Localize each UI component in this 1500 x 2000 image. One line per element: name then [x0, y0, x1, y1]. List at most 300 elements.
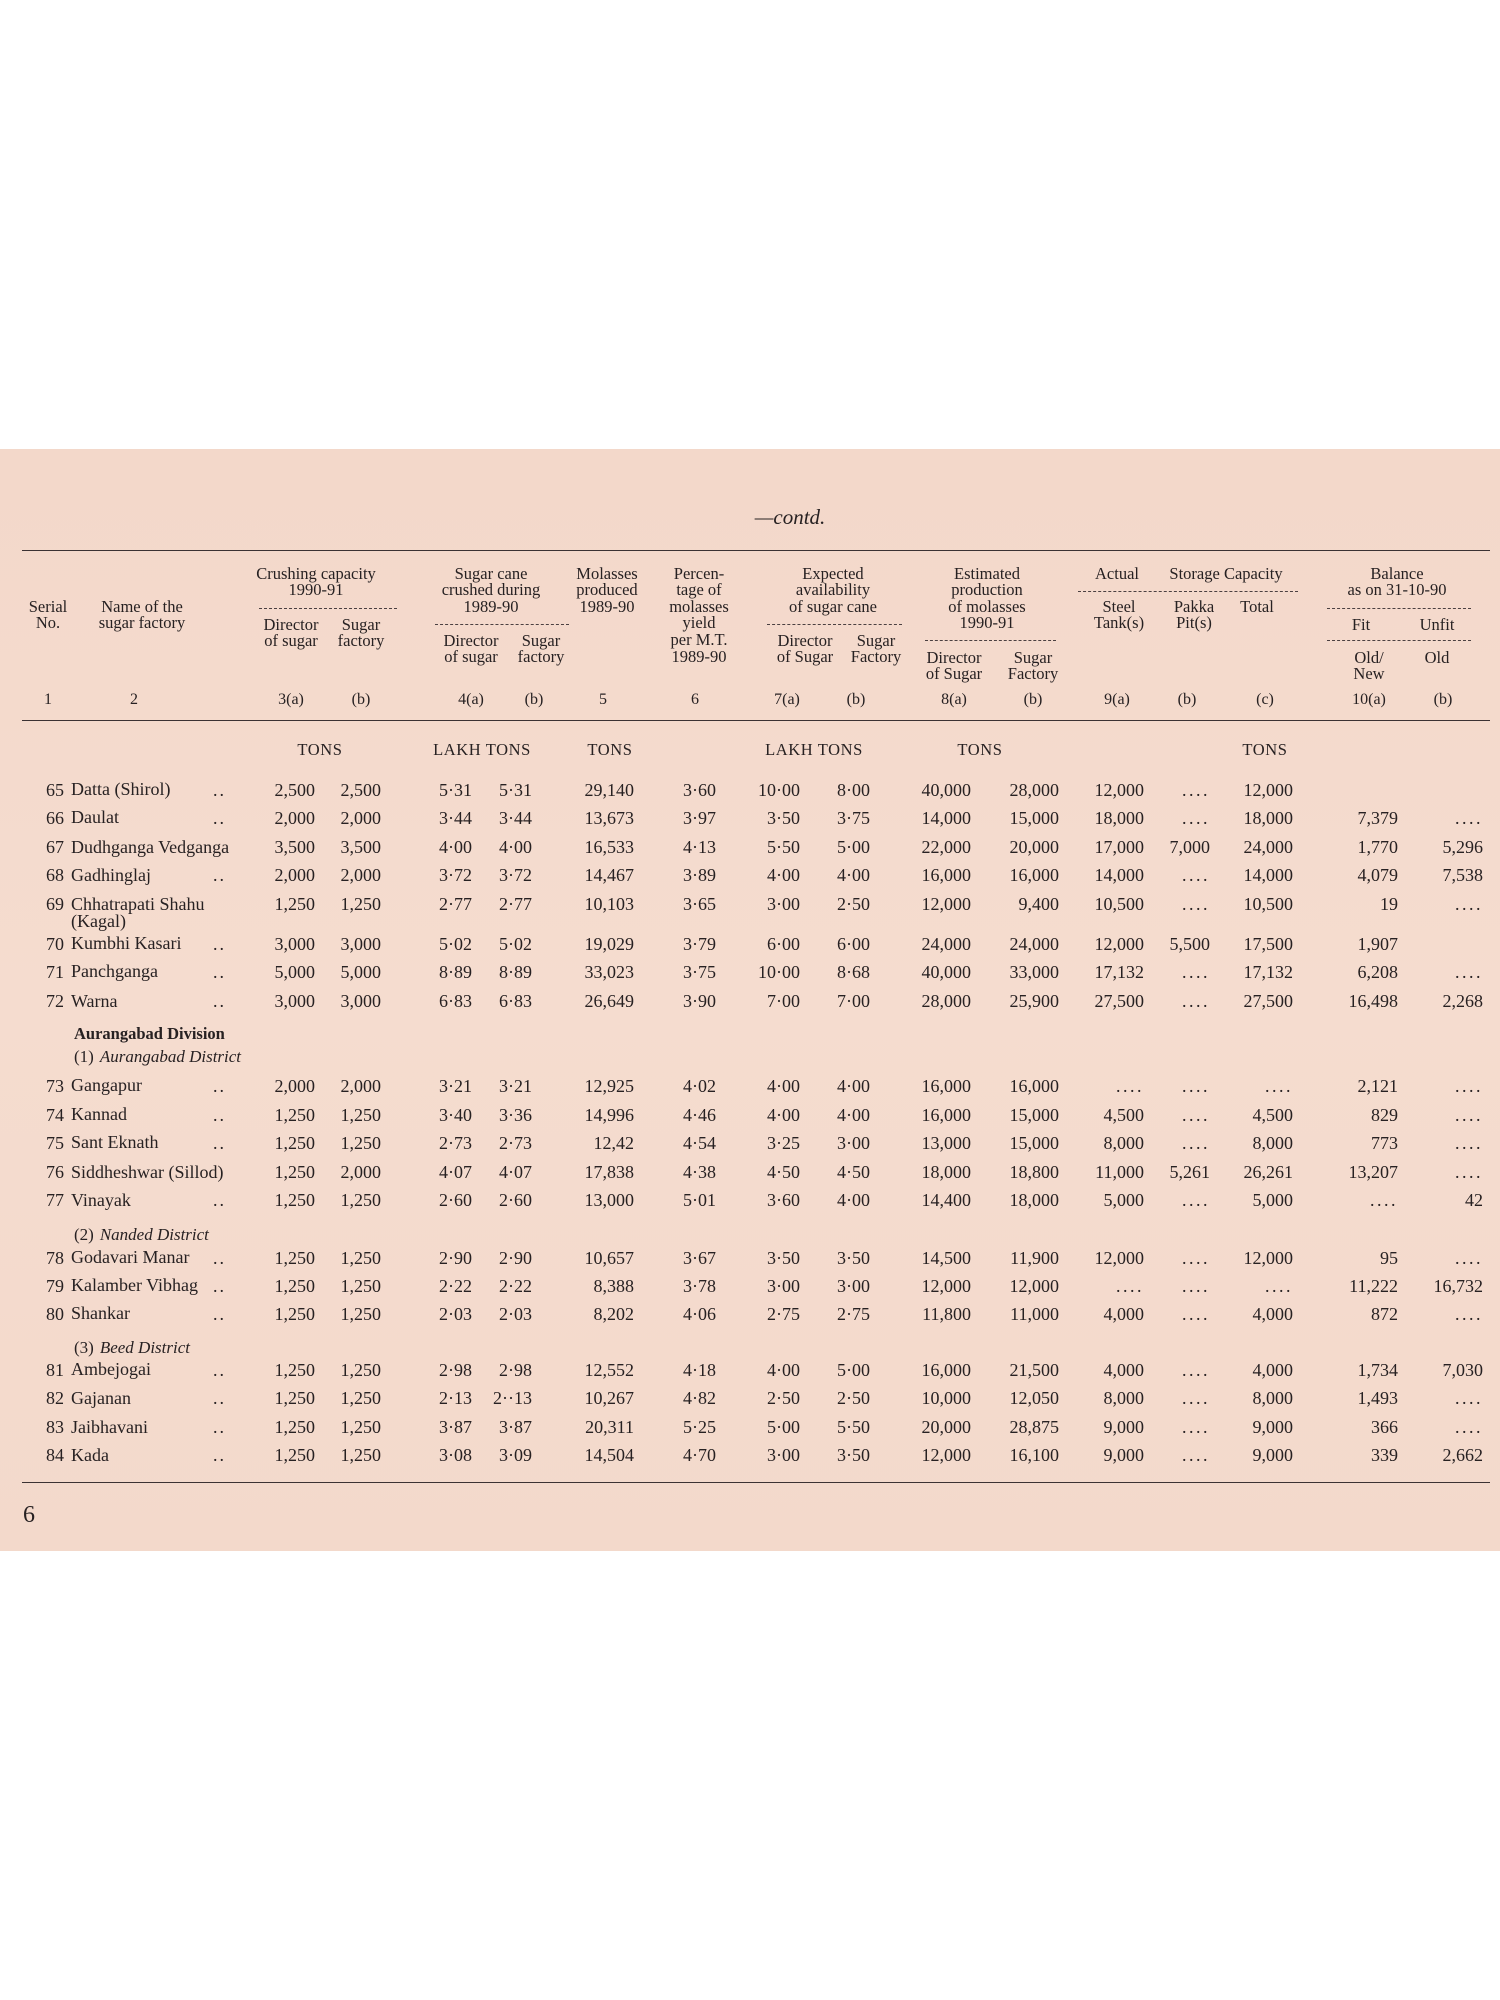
balance-fit: 11,222 — [1349, 1275, 1398, 1296]
balance-old-header: Old — [1424, 647, 1450, 667]
crushing-capacity-factory: 3,000 — [340, 991, 381, 1012]
crushing-capacity-factory: 2,000 — [340, 1075, 381, 1096]
storage-total: 14,000 — [1243, 865, 1293, 885]
storage-pakka-pits: .... — [1182, 991, 1210, 1012]
balance-fit: 7,379 — [1357, 807, 1398, 828]
balance-unfit: .... — [1455, 1162, 1483, 1183]
storage-steel-tanks: 12,000 — [1094, 779, 1144, 800]
estimated-molasses-director: 16,000 — [921, 1359, 971, 1380]
molasses-yield-percentage: 4·06 — [683, 1303, 716, 1324]
estimated-molasses-director: 16,000 — [921, 1104, 971, 1125]
expected-cane-director: 5·00 — [767, 1417, 800, 1438]
leader-dots: .. — [213, 1359, 226, 1380]
cane-crushed-director: 4·00 — [439, 837, 472, 857]
expected-cane-director: 4·00 — [767, 1075, 800, 1096]
storage-total: 26,261 — [1243, 1162, 1293, 1183]
crushing-capacity-director: 3,500 — [274, 837, 315, 857]
molasses-yield-percentage: 3·65 — [683, 894, 716, 915]
cane-crushed-factory: 2··13 — [493, 1388, 532, 1408]
factory-name: Gadhinglaj — [71, 864, 151, 885]
balance-fit: 872 — [1371, 1303, 1398, 1324]
expected-cane-director: 3·00 — [767, 1275, 800, 1296]
estimated-molasses-factory: 12,000 — [1009, 1275, 1059, 1296]
estimated-molasses-factory: 16,100 — [1009, 1445, 1059, 1466]
column-number: 5 — [599, 691, 607, 708]
table-row — [0, 961, 1500, 983]
cane-crushed-header: Sugar cane crushed during 1989-90 — [441, 563, 541, 616]
factory-name: Panchganga — [71, 961, 158, 982]
storage-steel-tanks: 11,000 — [1095, 1162, 1144, 1183]
estimated-molasses-factory-header: Sugar Factory — [1007, 647, 1059, 684]
factory-name: Sant Eknath — [71, 1132, 159, 1153]
expected-cane-factory: 7·00 — [837, 991, 870, 1012]
balance-unfit: 7,030 — [1442, 1359, 1483, 1380]
molasses-produced: 19,029 — [584, 933, 634, 954]
estimated-molasses-factory: 21,500 — [1009, 1359, 1059, 1380]
crushing-capacity-factory: 1,250 — [340, 894, 381, 915]
balance-fit: 1,907 — [1357, 933, 1398, 954]
estimated-molasses-director: 16,000 — [921, 1075, 971, 1096]
expected-cane-factory: 4·00 — [837, 1190, 870, 1211]
table-row — [0, 1444, 1500, 1466]
expected-cane-director: 10·00 — [758, 779, 800, 800]
column-number: 4(a) — [458, 691, 484, 708]
estimated-molasses-factory: 33,000 — [1009, 961, 1059, 982]
expected-cane-director: 3·00 — [767, 894, 800, 915]
storage-steel-tanks: 5,000 — [1103, 1190, 1144, 1211]
molasses-produced: 12,552 — [584, 1359, 634, 1380]
crushing-capacity-factory: 1,250 — [340, 1303, 381, 1324]
estimated-molasses-director: 22,000 — [921, 837, 971, 857]
storage-total: 9,000 — [1252, 1417, 1293, 1438]
estimated-molasses-factory: 18,800 — [1009, 1162, 1059, 1183]
storage-actual-header: Actual — [1095, 563, 1139, 583]
district-number: (1) — [74, 1047, 94, 1067]
molasses-produced: 33,023 — [584, 961, 634, 982]
balance-fit-header: Fit — [1351, 614, 1371, 634]
molasses-produced: 14,467 — [584, 865, 634, 885]
crushing-capacity-director: 1,250 — [274, 1247, 315, 1268]
estimated-molasses-factory: 11,900 — [1010, 1247, 1059, 1268]
estimated-molasses-director: 40,000 — [921, 779, 971, 800]
page-number: 6 — [23, 1502, 35, 1528]
serial-number: 65 — [46, 779, 64, 800]
crushing-capacity-factory: 1,250 — [340, 1388, 381, 1408]
crushing-capacity-director: 1,250 — [274, 894, 315, 915]
molasses-yield-percentage: 3·78 — [683, 1275, 716, 1296]
cane-crushed-director-header: Director of sugar — [443, 630, 499, 667]
estimated-molasses-factory: 15,000 — [1009, 1104, 1059, 1125]
estimated-molasses-header: Estimated production of molasses 1990-91 — [948, 563, 1026, 633]
cane-crushed-factory: 3·36 — [499, 1104, 532, 1125]
leader-dots: .. — [213, 991, 226, 1012]
storage-pakka-pits: .... — [1182, 1445, 1210, 1466]
molasses-produced: 26,649 — [584, 991, 634, 1012]
crushing-capacity-factory: 1,250 — [340, 1359, 381, 1380]
storage-total: 4,000 — [1252, 1303, 1293, 1324]
serial-number: 81 — [46, 1359, 64, 1380]
estimated-molasses-director-header: Director of Sugar — [925, 647, 983, 684]
storage-total: 24,000 — [1243, 837, 1293, 857]
balance-sub-rule — [1327, 640, 1471, 641]
storage-pakka-pits: .... — [1182, 865, 1210, 885]
estimated-molasses-director: 12,000 — [921, 894, 971, 915]
crushing-capacity-director: 1,250 — [274, 1104, 315, 1125]
molasses-yield-percentage: 3·90 — [683, 991, 716, 1012]
factory-name-header: Name of the sugar factory — [98, 596, 186, 633]
storage-steel-tanks: 27,500 — [1094, 991, 1144, 1012]
cane-crushed-factory: 2·60 — [499, 1190, 532, 1211]
storage-pakka-pits: .... — [1182, 1075, 1210, 1096]
molasses-yield-percentage: 4·82 — [683, 1388, 716, 1408]
storage-pakka-pits: .... — [1182, 961, 1210, 982]
expected-cane-director: 7·00 — [767, 991, 800, 1012]
storage-steel-tanks: 4,500 — [1103, 1104, 1144, 1125]
estimated-molasses-director: 18,000 — [921, 1162, 971, 1183]
expected-cane-factory: 5·00 — [837, 1359, 870, 1380]
crushing-capacity-director: 5,000 — [274, 961, 315, 982]
molasses-yield-percentage: 3·60 — [683, 779, 716, 800]
expected-cane-director: 3·60 — [767, 1190, 800, 1211]
column-number: (b) — [1433, 691, 1453, 708]
cane-crushed-director: 2·90 — [439, 1247, 472, 1268]
storage-steel-tanks: 10,500 — [1094, 894, 1144, 915]
storage-total: .... — [1265, 1275, 1293, 1296]
storage-total: 18,000 — [1243, 807, 1293, 828]
cane-crushed-factory: 4·00 — [499, 837, 532, 857]
division-heading — [0, 1023, 1500, 1045]
balance-fit: .... — [1370, 1190, 1398, 1211]
table-row — [0, 1303, 1500, 1325]
cane-crushed-factory: 3·21 — [499, 1075, 532, 1096]
storage-total: 10,500 — [1243, 894, 1293, 915]
cane-crushed-director: 2·22 — [439, 1275, 472, 1296]
expected-cane-factory: 3·50 — [837, 1247, 870, 1268]
storage-steel-tanks: 4,000 — [1103, 1359, 1144, 1380]
balance-unfit: .... — [1455, 961, 1483, 982]
storage-steel-tanks-header: Steel Tank(s) — [1093, 596, 1145, 633]
column-number: 8(a) — [941, 691, 967, 708]
molasses-produced: 14,504 — [584, 1445, 634, 1466]
cane-crushed-factory: 2·22 — [499, 1275, 532, 1296]
crushing-capacity-factory: 3,000 — [340, 933, 381, 954]
expected-cane-factory: 3·75 — [837, 807, 870, 828]
crushing-capacity-factory: 2,500 — [340, 779, 381, 800]
unit-label: TONS — [957, 740, 1003, 759]
molasses-yield-percentage: 5·25 — [683, 1417, 716, 1438]
cane-crushed-director: 3·72 — [439, 865, 472, 885]
table-row — [0, 1104, 1500, 1126]
crushing-capacity-director: 1,250 — [274, 1162, 315, 1183]
storage-pakka-pits: .... — [1182, 779, 1210, 800]
leader-dots: .. — [213, 1417, 226, 1438]
district-name: Nanded District — [99, 1224, 209, 1244]
cane-crushed-factory: 2·98 — [499, 1359, 532, 1380]
balance-unfit: .... — [1455, 1388, 1483, 1408]
serial-number: 82 — [46, 1388, 64, 1408]
expected-cane-factory: 4·50 — [837, 1162, 870, 1183]
district-heading — [0, 1046, 1500, 1068]
factory-name: Kannad — [71, 1104, 127, 1125]
column-number: (b) — [1023, 691, 1043, 708]
cane-crushed-director: 5·02 — [439, 933, 472, 954]
table-row — [0, 1189, 1500, 1211]
serial-number: 75 — [46, 1132, 64, 1153]
molasses-produced: 16,533 — [584, 837, 634, 857]
storage-steel-tanks: 12,000 — [1094, 1247, 1144, 1268]
balance-unfit: 16,732 — [1433, 1275, 1483, 1296]
crushing-capacity-director: 2,000 — [274, 807, 315, 828]
storage-total: 4,500 — [1252, 1104, 1293, 1125]
balance-rule — [1327, 608, 1471, 609]
balance-fit: 4,079 — [1357, 865, 1398, 885]
crushing-capacity-director-header: Director of sugar — [263, 614, 319, 651]
cane-crushed-director: 3·87 — [439, 1417, 472, 1438]
expected-cane-director: 6·00 — [767, 933, 800, 954]
estimated-molasses-factory: 9,400 — [1018, 894, 1059, 915]
cane-crushed-factory: 2·03 — [499, 1303, 532, 1324]
cane-crushed-director: 3·21 — [439, 1075, 472, 1096]
storage-steel-tanks: 17,132 — [1094, 961, 1144, 982]
table-row — [0, 1247, 1500, 1269]
crushing-capacity-factory: 1,250 — [340, 1247, 381, 1268]
storage-pakka-pits: .... — [1182, 1247, 1210, 1268]
serial-number: 79 — [46, 1275, 64, 1296]
crushing-capacity-factory: 5,000 — [340, 961, 381, 982]
expected-cane-factory: 6·00 — [837, 933, 870, 954]
unit-label: TONS — [587, 740, 633, 759]
estimated-molasses-factory: 16,000 — [1009, 865, 1059, 885]
table-bottom-rule — [22, 1482, 1490, 1483]
table-row — [0, 1416, 1500, 1438]
district-name: Beed District — [99, 1338, 190, 1358]
molasses-produced: 17,838 — [584, 1162, 634, 1183]
crushing-capacity-director: 3,000 — [274, 933, 315, 954]
cane-crushed-factory-header: Sugar factory — [517, 630, 565, 667]
molasses-produced: 29,140 — [584, 779, 634, 800]
storage-total: 8,000 — [1252, 1132, 1293, 1153]
molasses-yield-percentage: 3·67 — [683, 1247, 716, 1268]
storage-steel-tanks: 4,000 — [1103, 1303, 1144, 1324]
expected-cane-director: 3·00 — [767, 1445, 800, 1466]
crushing-capacity-factory: 2,000 — [340, 807, 381, 828]
unit-label: TONS — [297, 740, 343, 759]
table-row — [0, 807, 1500, 829]
storage-pakka-pits: .... — [1182, 1104, 1210, 1125]
column-number: 3(a) — [278, 691, 304, 708]
expected-cane-director: 4·00 — [767, 865, 800, 885]
estimated-molasses-director: 13,000 — [921, 1132, 971, 1153]
leader-dots: .. — [213, 933, 226, 954]
column-number: 1 — [44, 691, 52, 708]
table-row — [0, 836, 1500, 858]
crushing-capacity-director: 1,250 — [274, 1303, 315, 1324]
expected-cane-factory: 8·00 — [837, 779, 870, 800]
crushing-capacity-factory: 1,250 — [340, 1275, 381, 1296]
expected-cane-factory: 2·50 — [837, 894, 870, 915]
expected-cane-director: 4·00 — [767, 1104, 800, 1125]
storage-total: 17,500 — [1243, 933, 1293, 954]
unit-label: LAKH TONS — [433, 740, 531, 759]
crushing-capacity-director: 3,000 — [274, 991, 315, 1012]
serial-number: 67 — [46, 837, 64, 857]
crushing-capacity-factory: 1,250 — [340, 1417, 381, 1438]
storage-steel-tanks: .... — [1116, 1075, 1144, 1096]
balance-fit: 1,493 — [1357, 1388, 1398, 1408]
column-number: (c) — [1256, 691, 1274, 708]
storage-steel-tanks: 14,000 — [1094, 865, 1144, 885]
expected-cane-factory: 5·50 — [837, 1417, 870, 1438]
expected-cane-director: 4·50 — [767, 1162, 800, 1183]
expected-cane-header: Expected availability of sugar cane — [789, 563, 877, 616]
serial-number: 77 — [46, 1190, 64, 1211]
leader-dots: .. — [213, 1190, 226, 1211]
balance-fit: 2,121 — [1357, 1075, 1398, 1096]
crushing-capacity-director: 1,250 — [274, 1359, 315, 1380]
storage-pakka-pits: .... — [1182, 894, 1210, 915]
estimated-molasses-factory: 16,000 — [1009, 1075, 1059, 1096]
expected-cane-factory: 4·00 — [837, 865, 870, 885]
cane-crushed-factory: 5·02 — [499, 933, 532, 954]
crushing-capacity-director: 1,250 — [274, 1445, 315, 1466]
leader-dots: .. — [213, 1275, 226, 1296]
expected-cane-director: 2·75 — [767, 1303, 800, 1324]
balance-fit: 95 — [1380, 1247, 1398, 1268]
district-label — [74, 1046, 241, 1068]
storage-steel-tanks: 9,000 — [1103, 1417, 1144, 1438]
storage-steel-tanks: 8,000 — [1103, 1132, 1144, 1153]
cane-crushed-director: 4·07 — [439, 1162, 472, 1183]
expected-cane-director: 3·50 — [767, 1247, 800, 1268]
storage-pakka-pits: .... — [1182, 1388, 1210, 1408]
storage-total: 8,000 — [1252, 1388, 1293, 1408]
column-number: 10(a) — [1352, 691, 1386, 708]
molasses-yield-percentage: 4·13 — [683, 837, 716, 857]
estimated-molasses-factory: 18,000 — [1009, 1190, 1059, 1211]
serial-number: 80 — [46, 1303, 64, 1324]
storage-pakka-pits: 7,000 — [1169, 837, 1210, 857]
expected-cane-factory: 3·00 — [837, 1132, 870, 1153]
cane-crushed-director: 8·89 — [439, 961, 472, 982]
balance-fit: 6,208 — [1357, 961, 1398, 982]
crushing-capacity-factory-header: Sugar factory — [337, 614, 385, 651]
molasses-yield-percentage: 3·97 — [683, 807, 716, 828]
estimated-molasses-director: 16,000 — [921, 865, 971, 885]
column-number: (b) — [524, 691, 544, 708]
balance-unfit: .... — [1455, 1417, 1483, 1438]
storage-steel-tanks: 18,000 — [1094, 807, 1144, 828]
estimated-molasses-director: 40,000 — [921, 961, 971, 982]
estimated-molasses-factory: 28,000 — [1009, 779, 1059, 800]
estimated-molasses-director: 12,000 — [921, 1445, 971, 1466]
molasses-yield-percentage: 4·46 — [683, 1104, 716, 1125]
factory-name: Chhatrapati Shahu (Kagal) — [71, 893, 205, 931]
column-number: 6 — [691, 691, 699, 708]
serial-number: 68 — [46, 865, 64, 885]
balance-unfit: 2,268 — [1442, 991, 1483, 1012]
molasses-yield-percentage: 4·54 — [683, 1132, 716, 1153]
crushing-capacity-factory: 1,250 — [340, 1190, 381, 1211]
expected-cane-rule — [767, 624, 902, 625]
molasses-produced: 10,657 — [584, 1247, 634, 1268]
leader-dots: .. — [213, 1104, 226, 1125]
estimated-molasses-director: 10,000 — [921, 1388, 971, 1408]
balance-unfit: .... — [1455, 1132, 1483, 1153]
factory-name: Siddheshwar (Sillod) — [71, 1161, 224, 1182]
storage-pakka-pits-header: Pakka Pit(s) — [1173, 596, 1215, 633]
cane-crushed-factory: 3·72 — [499, 865, 532, 885]
serial-number: 74 — [46, 1104, 64, 1125]
factory-name: Dudhganga Vedganga — [71, 836, 230, 857]
leader-dots: .. — [213, 1388, 226, 1408]
estimated-molasses-factory: 25,900 — [1009, 991, 1059, 1012]
molasses-yield-percentage: 4·02 — [683, 1075, 716, 1096]
serial-number: 83 — [46, 1417, 64, 1438]
factory-name: Ambejogai — [71, 1359, 151, 1380]
crushing-capacity-director: 2,500 — [274, 779, 315, 800]
molasses-yield-percentage: 3·79 — [683, 933, 716, 954]
molasses-produced: 13,000 — [584, 1190, 634, 1211]
storage-steel-tanks: 8,000 — [1103, 1388, 1144, 1408]
cane-crushed-factory: 3·87 — [499, 1417, 532, 1438]
cane-crushed-director: 3·08 — [439, 1445, 472, 1466]
molasses-produced-header: Molasses produced 1989-90 — [576, 563, 638, 616]
cane-crushed-director: 6·83 — [439, 991, 472, 1012]
cane-crushed-director: 2·73 — [439, 1132, 472, 1153]
column-number: 2 — [130, 691, 138, 708]
molasses-produced: 20,311 — [585, 1417, 634, 1438]
estimated-molasses-factory: 15,000 — [1009, 807, 1059, 828]
crushing-capacity-factory: 1,250 — [340, 1132, 381, 1153]
cane-crushed-factory: 8·89 — [499, 961, 532, 982]
balance-fit: 13,207 — [1348, 1162, 1398, 1183]
leader-dots: .. — [213, 1075, 226, 1096]
crushing-capacity-director: 1,250 — [274, 1417, 315, 1438]
balance-header: Balance as on 31-10-90 — [1347, 563, 1447, 600]
storage-steel-tanks: 17,000 — [1094, 837, 1144, 857]
expected-cane-factory: 3·00 — [837, 1275, 870, 1296]
cane-crushed-factory: 5·31 — [499, 779, 532, 800]
leader-dots: .. — [213, 779, 226, 800]
balance-unfit: 7,538 — [1442, 865, 1483, 885]
table-row — [0, 893, 1500, 931]
cane-crushed-rule — [435, 624, 569, 625]
factory-name: Kalamber Vibhag — [71, 1275, 199, 1296]
storage-steel-tanks: .... — [1116, 1275, 1144, 1296]
balance-unfit: .... — [1455, 1247, 1483, 1268]
district-heading — [0, 1337, 1500, 1359]
storage-pakka-pits: .... — [1182, 1359, 1210, 1380]
crushing-capacity-factory: 2,000 — [340, 865, 381, 885]
molasses-produced: 10,267 — [584, 1388, 634, 1408]
estimated-molasses-director: 14,000 — [921, 807, 971, 828]
balance-fit: 773 — [1371, 1132, 1398, 1153]
expected-cane-factory-header: Sugar Factory — [850, 630, 902, 667]
factory-name: Daulat — [71, 807, 119, 828]
estimated-molasses-factory: 24,000 — [1009, 933, 1059, 954]
crushing-capacity-factory: 3,500 — [340, 837, 381, 857]
crushing-capacity-director: 1,250 — [274, 1132, 315, 1153]
cane-crushed-factory: 2·77 — [499, 894, 532, 915]
balance-unfit-header: Unfit — [1419, 614, 1455, 634]
estimated-molasses-factory: 20,000 — [1009, 837, 1059, 857]
estimated-molasses-factory: 28,875 — [1009, 1417, 1059, 1438]
balance-fit: 366 — [1371, 1417, 1398, 1438]
crushing-capacity-rule — [259, 608, 397, 609]
estimated-molasses-director: 24,000 — [921, 933, 971, 954]
continued-label: —contd. — [754, 505, 826, 529]
storage-total: .... — [1265, 1075, 1293, 1096]
